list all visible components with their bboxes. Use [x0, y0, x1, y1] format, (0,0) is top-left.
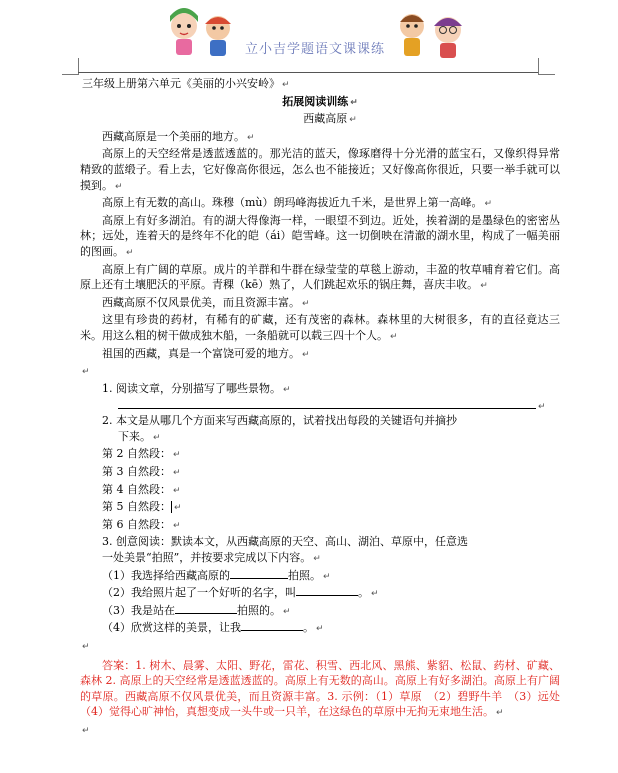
header-rule — [78, 72, 538, 73]
answer-key: 答案：1. 树木、晨雾、太阳、野花，雷花、积雪、西北风、黑熊、紫貂、松鼠、药材、矿藏、森林 2. 高原上的天空经常是透蓝透蓝的。高原上有无数的高山。高原上有好多湖泊。高原上有广阔的草原。西藏高原不仅风景优美，而且资源丰富。3. 示例：（1）草原 （2）碧野牛羊 （3）远处（4）觉得心旷神怡，真想变成一头牛或一只羊，在这绿色的草原中无拘无束地生活。 ↵ — [80, 658, 560, 719]
para-label-2[interactable]: 第 2 自然段： ↵ — [102, 447, 181, 461]
doc-subtitle: 西藏高原 ↵ — [303, 112, 357, 126]
header-banner — [150, 4, 480, 62]
sub-question-3: （3）我是站在 拍照的。 ↵ — [102, 603, 291, 617]
crop-mark-right — [538, 58, 555, 75]
para-label-6[interactable]: 第 6 自然段： ↵ — [102, 517, 181, 531]
question-3: 3. 创意阅读：默读本文，从西藏高原的天空、高山、湖泊、草原中，任意选 — [102, 535, 468, 549]
paragraph-7: 这里有珍贵的药材，有稀有的矿藏，还有茂密的森林。森林里的大树很多，有的直径竟达三米。用这么粗的树干做成独木船，一条船就可以载三四十个人。 ↵ — [80, 313, 560, 342]
brand-watermark: 立小吉学题语文课课练 — [245, 42, 386, 57]
question-1-answer-line[interactable]: ↵ — [80, 398, 560, 413]
answer-blank-3[interactable] — [175, 603, 237, 614]
question-1: 1. 阅读文章，分别描写了哪些景物。 ↵ — [102, 381, 291, 395]
doc-title: 拓展阅读训练 ↵ — [282, 94, 358, 108]
question-2: 2. 本文是从哪几个方面来写西藏高原的，试着找出每段的关键语句并摘抄 — [102, 414, 457, 428]
paragraph-4: 高原上有好多湖泊。有的湖大得像海一样，一眼望不到边。近处，挨着湖的是墨绿色的密密丛林；远处，连着天的是终年不化的皑（ái）皑雪峰。这一切倒映在清澈的湖水里，构成了一幅美丽的图画。 ↵ — [80, 213, 560, 258]
question-3-cont: 一处美景“拍照”，并按要求完成以下内容。 ↵ — [102, 551, 321, 565]
paragraph-3: 高原上有无数的高山。珠穆（mù）朗玛峰海拔近九千米，是世界上第一高峰。 ↵ — [102, 196, 493, 210]
sub-question-2: （2）我给照片起了一个好听的名字，叫 。 ↵ — [102, 586, 379, 600]
text-cursor — [171, 501, 172, 513]
question-2-cont: 下来。 ↵ — [118, 429, 161, 443]
sub-question-4: （4）欣赏这样的美景，让我 。 ↵ — [102, 621, 324, 635]
paragraph-1: 西藏高原是一个美丽的地方。 ↵ — [102, 129, 255, 143]
paragraph-6: 西藏高原不仅风景优美，而且资源丰富。 ↵ — [102, 295, 310, 309]
paragraph-5: 高原上有广阔的草原。成片的羊群和牛群在绿莹莹的草毯上游动，丰盈的牧草哺育着它们。高原上还有土壤肥沃的平原。青稞（kē）熟了，人们跳起欢乐的锅庄舞，喜庆丰收。 ↵ — [80, 262, 560, 292]
para-label-5[interactable]: 第 5 自然段： ↵ — [102, 500, 182, 514]
paragraph-8: 祖国的西藏，真是一个富饶可爱的地方。 ↵ — [102, 346, 310, 360]
answer-blank-2[interactable] — [296, 585, 358, 596]
crop-mark-left — [62, 58, 79, 75]
document-page — [80, 76, 560, 740]
empty-line-2: ↵ — [82, 642, 90, 652]
end-mark: ↵ — [82, 725, 90, 736]
unit-line: 三年级上册第六单元《美丽的小兴安岭》 ↵ — [82, 77, 290, 90]
empty-line: ↵ — [82, 367, 90, 378]
paragraph-2: 高原上的天空经常是透蓝透蓝的。那光洁的蓝天，像琢磨得十分光滑的蓝宝石，又像织得异常精致的蓝缎子。看上去，它好像高你很远，怎么也不能接近；又好像高你很近，只要一举手就可以摸到。 ↵ — [80, 147, 560, 192]
para-label-3[interactable]: 第 3 自然段： ↵ — [102, 465, 181, 479]
sub-question-1: （1）我选择给西藏高原的 拍照。 ↵ — [102, 568, 331, 582]
answer-blank-4[interactable] — [241, 620, 303, 631]
answer-blank-1[interactable] — [230, 568, 288, 579]
para-label-4[interactable]: 第 4 自然段： ↵ — [102, 482, 181, 496]
answer-blank-q1[interactable] — [118, 398, 536, 409]
